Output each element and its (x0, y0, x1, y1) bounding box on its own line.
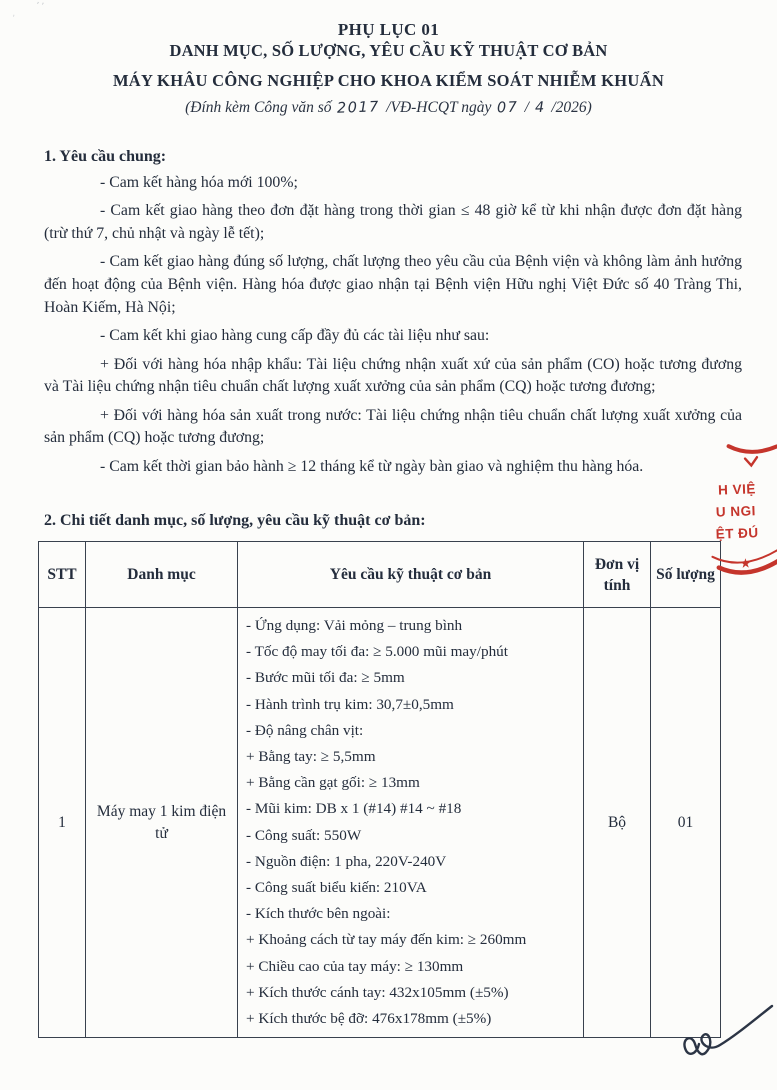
requirement-paragraph: - Cam kết thời gian bảo hành ≥ 12 tháng kể từ ngày bàn giao và nghiệm thu hàng hóa. (100, 457, 644, 475)
section-2-heading: 2. Chi tiết danh mục, số lượng, yêu cầu kỹ thuật cơ bản: (44, 512, 426, 529)
seal-star-icon: ★ (739, 555, 752, 571)
cell-unit: Bộ (584, 608, 651, 1038)
handwritten-month: 4 (534, 99, 546, 117)
seal-text-fragment: U NGI (715, 503, 757, 520)
appendix-title: PHỤ LỤC 01 (337, 20, 440, 39)
spec-line: + Kích thước bệ đỡ: 476x178mm (±5%) (246, 1010, 492, 1028)
col-header-danh-muc: Danh mục (86, 542, 238, 608)
cell-quantity: 01 (651, 608, 721, 1038)
seal-text-fragment: H VIỆ (717, 481, 757, 498)
seal-text-fragment: ỆT ĐÚ (715, 525, 759, 542)
spec-line: - Hành trình trụ kim: 30,7±0,5mm (246, 695, 454, 713)
cell-specs (238, 608, 584, 1038)
spec-line: - Ứng dụng: Vải mỏng – trung bình (246, 617, 463, 634)
document-title-line3: MÁY KHÂU CÔNG NGHIỆP CHO KHOA KIỂM SOÁT NHIỄM KHUẨN (112, 71, 665, 90)
requirement-paragraph: - Cam kết hàng hóa mới 100%; (100, 174, 298, 191)
col-header-so-luong: Số lượng (651, 542, 721, 608)
spec-line: - Công suất: 550W (246, 826, 362, 844)
spec-line: + Bằng tay: ≥ 5,5mm (246, 748, 376, 766)
spec-line: - Công suất biểu kiến: 210VA (246, 879, 427, 897)
spec-line: - Bước mũi tối đa: ≥ 5mm (246, 669, 405, 687)
table-row (39, 608, 721, 1038)
scan-noise-mark: ʼʼ (35, 1, 47, 13)
document-header (0, 20, 777, 117)
handwritten-doc-number: 2017 (337, 99, 381, 117)
requirement-paragraph: - Cam kết giao hàng theo đơn đặt hàng trong thời gian ≤ 48 giờ kể từ khi nhận được đơn đặt hàng (trừ thứ 7, chủ nhật và ngày lễ tết); (44, 202, 742, 243)
attachment-note-part3: /2026) (551, 99, 592, 116)
requirement-paragraph: + Đối với hàng hóa nhập khẩu: Tài liệu chứng nhận xuất xứ của sản phẩm (CO) hoặc tương đương và Tài liệu chứng nhận tiêu chuẩn chất lượng xuất xưởng của sản phẩm (CQ) hoặc tương đương; (44, 355, 742, 396)
cell-item-name: Máy may 1 kim điện tử (86, 608, 238, 1038)
general-requirements-section (44, 148, 742, 484)
spec-line: - Mũi kim: DB x 1 (#14) #14 ~ #18 (246, 800, 462, 818)
hospital-seal-fragment (686, 438, 777, 591)
scan-noise-mark: ʼ (12, 13, 19, 25)
col-header-yeu-cau: Yêu cầu kỹ thuật cơ bản (238, 542, 584, 608)
handwritten-day: 07 (496, 99, 519, 117)
attachment-note-part2: /VĐ-HCQT ngày (386, 99, 492, 116)
spec-line: - Kích thước bên ngoài: (246, 905, 391, 923)
requirement-paragraph: + Đối với hàng hóa sản xuất trong nước: Tài liệu chứng nhận tiêu chuẩn chất lượng xuất xưởng của sản phẩm (CQ) hoặc tương đương; (44, 406, 742, 447)
attachment-note-separator: / (524, 99, 529, 116)
spec-line: - Độ nâng chân vịt: (246, 721, 364, 739)
signature-scribble-icon (655, 996, 777, 1089)
spec-line: + Chiều cao của tay máy: ≥ 130mm (246, 957, 464, 975)
attachment-note-part1: (Đính kèm Công văn số (185, 99, 332, 116)
col-header-don-vi-tinh: Đơn vị tính (584, 542, 651, 608)
attachment-note (0, 99, 777, 117)
section-1-heading: 1. Yêu cầu chung: (44, 148, 167, 165)
document-title-line2: DANH MỤC, SỐ LƯỢNG, YÊU CẦU KỸ THUẬT CƠ BẢN (169, 41, 608, 60)
cell-stt: 1 (39, 608, 86, 1038)
spec-line: - Nguồn điện: 1 pha, 220V-240V (246, 852, 447, 870)
spec-line: + Kích thước cánh tay: 432x105mm (±5%) (246, 983, 509, 1001)
table-header-row (39, 542, 721, 608)
spec-line: + Bằng cần gạt gối: ≥ 13mm (246, 774, 420, 792)
col-header-stt: STT (39, 542, 86, 608)
spec-table (38, 541, 721, 1038)
spec-line: - Tốc độ may tối đa: ≥ 5.000 mũi may/phút (246, 643, 508, 661)
requirement-paragraph: - Cam kết giao hàng đúng số lượng, chất lượng theo yêu cầu của Bệnh viện và không làm ảnh hưởng đến hoạt động của Bệnh viện. Hàng hóa được giao nhận tại Bệnh viện Hữu nghị Việt Đức số 40 Tràng Thi, Hoàn Kiếm, Hà Nội; (44, 253, 742, 316)
spec-line: + Khoảng cách từ tay máy đến kim: ≥ 260mm (246, 931, 527, 949)
requirement-paragraph: - Cam kết khi giao hàng cung cấp đầy đủ các tài liệu như sau: (100, 327, 490, 345)
